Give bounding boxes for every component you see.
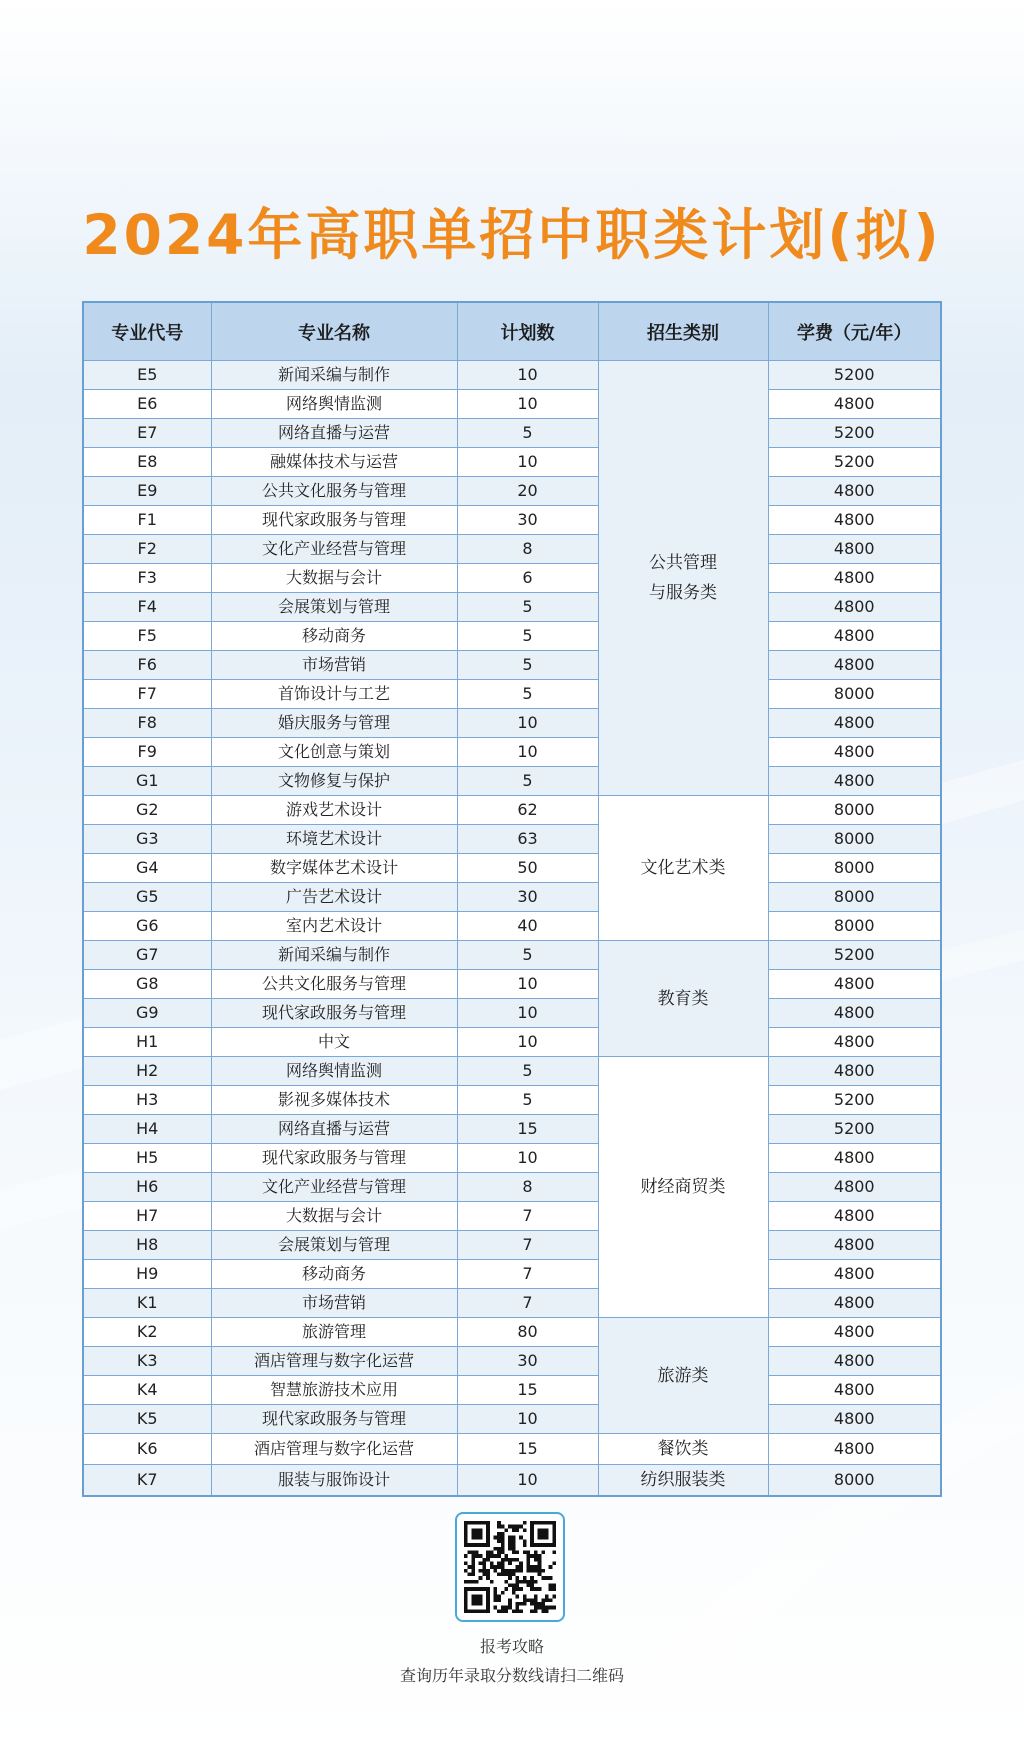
cell-enrollment-category — [598, 796, 768, 941]
cell-major-name: 现代家政服务与管理 — [211, 1405, 457, 1434]
cell-major-code: G1 — [83, 767, 211, 796]
table-row — [83, 1405, 941, 1434]
table-row — [83, 941, 941, 970]
category-label-line: 与服务类 — [649, 583, 717, 603]
caption-title: 报考攻略 — [479, 1637, 544, 1656]
cell-tuition: 4800 — [768, 970, 941, 999]
cell-plan-count: 10 — [457, 709, 598, 738]
cell-enrollment-category — [598, 1318, 768, 1434]
cell-tuition: 4800 — [768, 1405, 941, 1434]
cell-major-code: F8 — [83, 709, 211, 738]
cell-major-name: 大数据与会计 — [211, 1202, 457, 1231]
cell-major-code: K4 — [83, 1376, 211, 1405]
cell-plan-count: 10 — [457, 1465, 598, 1497]
cell-plan-count: 80 — [457, 1318, 598, 1347]
cell-major-name: 移动商务 — [211, 622, 457, 651]
cell-major-code: F9 — [83, 738, 211, 767]
cell-tuition: 8000 — [768, 883, 941, 912]
cell-major-name: 会展策划与管理 — [211, 1231, 457, 1260]
cell-major-code: F3 — [83, 564, 211, 593]
table-row — [83, 1260, 941, 1289]
table-row — [83, 477, 941, 506]
cell-tuition: 4800 — [768, 1347, 941, 1376]
cell-major-name: 旅游管理 — [211, 1318, 457, 1347]
cell-plan-count: 5 — [457, 1086, 598, 1115]
cell-major-name: 文物修复与保护 — [211, 767, 457, 796]
cell-plan-count: 5 — [457, 680, 598, 709]
cell-tuition: 5200 — [768, 361, 941, 390]
cell-plan-count: 10 — [457, 738, 598, 767]
cell-major-code: G5 — [83, 883, 211, 912]
cell-major-code: F5 — [83, 622, 211, 651]
cell-major-code: G8 — [83, 970, 211, 999]
cell-tuition: 4800 — [768, 506, 941, 535]
cell-tuition: 4800 — [768, 1289, 941, 1318]
table-row — [83, 854, 941, 883]
cell-plan-count: 10 — [457, 448, 598, 477]
cell-major-code: H8 — [83, 1231, 211, 1260]
cell-major-code: F6 — [83, 651, 211, 680]
table-row — [83, 1434, 941, 1465]
cell-tuition: 4800 — [768, 1202, 941, 1231]
cell-major-code: G2 — [83, 796, 211, 825]
cell-plan-count: 8 — [457, 1173, 598, 1202]
cell-major-name: 现代家政服务与管理 — [211, 999, 457, 1028]
category-label-line: 文化艺术类 — [640, 858, 726, 878]
table-row — [83, 506, 941, 535]
cell-major-code: E7 — [83, 419, 211, 448]
cell-tuition: 5200 — [768, 1086, 941, 1115]
cell-major-code: K7 — [83, 1465, 211, 1497]
cell-major-code: F7 — [83, 680, 211, 709]
header-plan-count: 计划数 — [457, 302, 598, 361]
cell-plan-count: 10 — [457, 361, 598, 390]
cell-tuition: 4800 — [768, 999, 941, 1028]
table-row — [83, 1086, 941, 1115]
cell-major-name: 文化产业经营与管理 — [211, 535, 457, 564]
cell-tuition: 4800 — [768, 1028, 941, 1057]
cell-tuition: 4800 — [768, 1260, 941, 1289]
cell-major-name: 影视多媒体技术 — [211, 1086, 457, 1115]
table-row — [83, 1173, 941, 1202]
cell-tuition: 4800 — [768, 767, 941, 796]
header-major-code: 专业代号 — [83, 302, 211, 361]
table-row — [83, 419, 941, 448]
table-row — [83, 1115, 941, 1144]
cell-major-name: 网络舆情监测 — [211, 390, 457, 419]
table-row — [83, 709, 941, 738]
cell-tuition: 4800 — [768, 535, 941, 564]
cell-tuition: 8000 — [768, 1465, 941, 1497]
cell-plan-count: 5 — [457, 767, 598, 796]
category-label-line: 餐饮类 — [657, 1439, 709, 1459]
cell-major-name: 首饰设计与工艺 — [211, 680, 457, 709]
cell-tuition: 8000 — [768, 854, 941, 883]
table-row — [83, 1465, 941, 1497]
cell-major-code: F1 — [83, 506, 211, 535]
cell-plan-count: 15 — [457, 1434, 598, 1465]
cell-plan-count: 10 — [457, 970, 598, 999]
cell-tuition: 4800 — [768, 593, 941, 622]
cell-major-name: 室内艺术设计 — [211, 912, 457, 941]
enrollment-plan-table — [82, 301, 942, 1497]
cell-plan-count: 7 — [457, 1260, 598, 1289]
table-row — [83, 1144, 941, 1173]
cell-tuition: 4800 — [768, 709, 941, 738]
qr-code-icon — [464, 1521, 556, 1613]
table-row — [83, 535, 941, 564]
cell-tuition: 4800 — [768, 622, 941, 651]
cell-major-name: 中文 — [211, 1028, 457, 1057]
cell-major-name: 网络直播与运营 — [211, 1115, 457, 1144]
cell-tuition: 4800 — [768, 1173, 941, 1202]
cell-tuition: 5200 — [768, 448, 941, 477]
category-label-line: 公共管理 — [649, 553, 717, 573]
cell-major-code: E8 — [83, 448, 211, 477]
cell-major-code: H7 — [83, 1202, 211, 1231]
cell-tuition: 4800 — [768, 477, 941, 506]
table-row — [83, 680, 941, 709]
table-row — [83, 651, 941, 680]
cell-plan-count: 15 — [457, 1115, 598, 1144]
cell-major-code: E9 — [83, 477, 211, 506]
cell-major-code: G7 — [83, 941, 211, 970]
cell-major-name: 数字媒体艺术设计 — [211, 854, 457, 883]
cell-major-code: G9 — [83, 999, 211, 1028]
cell-major-code: G3 — [83, 825, 211, 854]
table-row — [83, 767, 941, 796]
table-row — [83, 622, 941, 651]
table-row — [83, 1318, 941, 1347]
cell-major-name: 大数据与会计 — [211, 564, 457, 593]
cell-major-code: H2 — [83, 1057, 211, 1086]
table-row — [83, 1376, 941, 1405]
table-row — [83, 448, 941, 477]
cell-major-name: 现代家政服务与管理 — [211, 1144, 457, 1173]
header-enrollment-category: 招生类别 — [598, 302, 768, 361]
cell-plan-count: 10 — [457, 999, 598, 1028]
cell-plan-count: 5 — [457, 419, 598, 448]
cell-plan-count: 8 — [457, 535, 598, 564]
cell-major-code: H5 — [83, 1144, 211, 1173]
cell-plan-count: 6 — [457, 564, 598, 593]
cell-plan-count: 10 — [457, 1405, 598, 1434]
table-row — [83, 361, 941, 390]
table-row — [83, 912, 941, 941]
cell-major-code: H1 — [83, 1028, 211, 1057]
table-header-row — [83, 302, 941, 361]
cell-major-code: K2 — [83, 1318, 211, 1347]
cell-enrollment-category — [598, 941, 768, 1057]
header-major-name: 专业名称 — [211, 302, 457, 361]
cell-major-name: 会展策划与管理 — [211, 593, 457, 622]
cell-tuition: 5200 — [768, 941, 941, 970]
cell-major-code: G4 — [83, 854, 211, 883]
table-row — [83, 1202, 941, 1231]
cell-major-name: 网络直播与运营 — [211, 419, 457, 448]
cell-major-name: 文化产业经营与管理 — [211, 1173, 457, 1202]
cell-major-name: 酒店管理与数字化运营 — [211, 1434, 457, 1465]
cell-plan-count: 7 — [457, 1289, 598, 1318]
cell-plan-count: 7 — [457, 1231, 598, 1260]
cell-major-code: E5 — [83, 361, 211, 390]
cell-major-name: 游戏艺术设计 — [211, 796, 457, 825]
table-row — [83, 738, 941, 767]
cell-tuition: 5200 — [768, 1115, 941, 1144]
cell-plan-count: 5 — [457, 593, 598, 622]
cell-plan-count: 5 — [457, 941, 598, 970]
cell-tuition: 5200 — [768, 419, 941, 448]
table-row — [83, 390, 941, 419]
cell-major-code: K5 — [83, 1405, 211, 1434]
cell-major-name: 移动商务 — [211, 1260, 457, 1289]
cell-tuition: 8000 — [768, 796, 941, 825]
cell-tuition: 8000 — [768, 825, 941, 854]
table-row — [83, 564, 941, 593]
cell-tuition: 4800 — [768, 564, 941, 593]
cell-tuition: 4800 — [768, 1057, 941, 1086]
cell-enrollment-category — [598, 361, 768, 796]
cell-enrollment-category — [598, 1057, 768, 1318]
cell-tuition: 4800 — [768, 1144, 941, 1173]
cell-plan-count: 15 — [457, 1376, 598, 1405]
cell-major-name: 现代家政服务与管理 — [211, 506, 457, 535]
cell-tuition: 4800 — [768, 1376, 941, 1405]
cell-major-code: H4 — [83, 1115, 211, 1144]
cell-major-name: 文化创意与策划 — [211, 738, 457, 767]
cell-major-code: H3 — [83, 1086, 211, 1115]
cell-plan-count: 10 — [457, 390, 598, 419]
cell-plan-count: 50 — [457, 854, 598, 883]
table-row — [83, 1231, 941, 1260]
cell-major-code: F4 — [83, 593, 211, 622]
cell-plan-count: 10 — [457, 1144, 598, 1173]
category-label-line: 纺织服装类 — [640, 1470, 726, 1490]
cell-major-code: G6 — [83, 912, 211, 941]
cell-tuition: 8000 — [768, 680, 941, 709]
cell-tuition: 4800 — [768, 1318, 941, 1347]
cell-major-code: E6 — [83, 390, 211, 419]
cell-major-name: 新闻采编与制作 — [211, 361, 457, 390]
cell-major-name: 酒店管理与数字化运营 — [211, 1347, 457, 1376]
cell-plan-count: 30 — [457, 506, 598, 535]
cell-major-name: 网络舆情监测 — [211, 1057, 457, 1086]
cell-tuition: 4800 — [768, 1231, 941, 1260]
cell-plan-count: 30 — [457, 1347, 598, 1376]
table-row — [83, 1347, 941, 1376]
table-row — [83, 796, 941, 825]
cell-major-code: K1 — [83, 1289, 211, 1318]
caption-instruction: 查询历年录取分数线请扫二维码 — [399, 1666, 624, 1685]
cell-tuition: 4800 — [768, 738, 941, 767]
table-row — [83, 1057, 941, 1086]
cell-plan-count: 5 — [457, 651, 598, 680]
cell-enrollment-category — [598, 1465, 768, 1497]
cell-major-name: 公共文化服务与管理 — [211, 477, 457, 506]
cell-tuition: 4800 — [768, 651, 941, 680]
cell-enrollment-category — [598, 1434, 768, 1465]
table-row — [83, 970, 941, 999]
cell-plan-count: 20 — [457, 477, 598, 506]
header-tuition: 学费（元/年） — [768, 302, 941, 361]
category-label-line: 财经商贸类 — [640, 1177, 726, 1197]
cell-plan-count: 63 — [457, 825, 598, 854]
cell-major-name: 广告艺术设计 — [211, 883, 457, 912]
cell-tuition: 8000 — [768, 912, 941, 941]
cell-major-name: 环境艺术设计 — [211, 825, 457, 854]
table-row — [83, 1028, 941, 1057]
cell-major-code: K6 — [83, 1434, 211, 1465]
cell-major-name: 市场营销 — [211, 1289, 457, 1318]
cell-major-code: H9 — [83, 1260, 211, 1289]
cell-plan-count: 10 — [457, 1028, 598, 1057]
cell-plan-count: 40 — [457, 912, 598, 941]
cell-major-name: 公共文化服务与管理 — [211, 970, 457, 999]
table-body — [83, 361, 941, 1497]
cell-plan-count: 62 — [457, 796, 598, 825]
page-title: 2024年高职单招中职类计划(拟) — [82, 203, 942, 267]
table-row — [83, 593, 941, 622]
cell-plan-count: 5 — [457, 622, 598, 651]
cell-major-code: H6 — [83, 1173, 211, 1202]
cell-major-code: K3 — [83, 1347, 211, 1376]
cell-tuition: 4800 — [768, 390, 941, 419]
cell-major-name: 新闻采编与制作 — [211, 941, 457, 970]
cell-plan-count: 30 — [457, 883, 598, 912]
category-label-line: 旅游类 — [657, 1365, 709, 1386]
cell-major-code: F2 — [83, 535, 211, 564]
table-row — [83, 825, 941, 854]
cell-major-name: 智慧旅游技术应用 — [211, 1376, 457, 1405]
cell-major-name: 婚庆服务与管理 — [211, 709, 457, 738]
table-row — [83, 1289, 941, 1318]
table-row — [83, 883, 941, 912]
cell-plan-count: 5 — [457, 1057, 598, 1086]
cell-major-name: 融媒体技术与运营 — [211, 448, 457, 477]
category-label-line: 教育类 — [657, 988, 709, 1009]
qr-code[interactable] — [455, 1512, 565, 1622]
cell-plan-count: 7 — [457, 1202, 598, 1231]
cell-major-name: 服装与服饰设计 — [211, 1465, 457, 1497]
cell-major-name: 市场营销 — [211, 651, 457, 680]
cell-tuition: 4800 — [768, 1434, 941, 1465]
table-row — [83, 999, 941, 1028]
